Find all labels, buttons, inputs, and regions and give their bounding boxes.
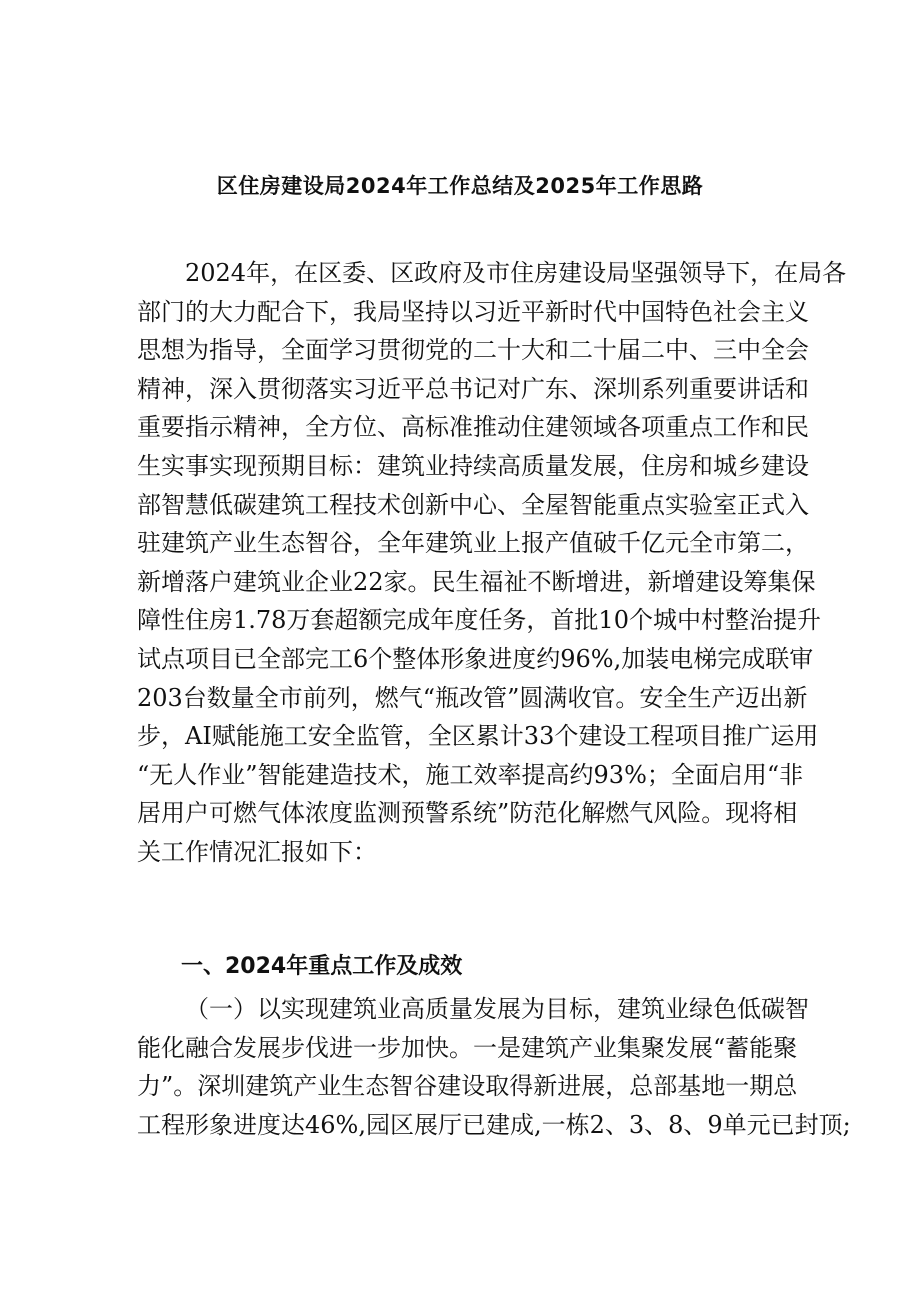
section-heading: 一、2024年重点工作及成效 [181, 954, 463, 979]
paragraph-line: 驻建筑产业生态智谷，全年建筑业上报产值破千亿元全市第二， [137, 529, 809, 558]
paragraph-line: “无人作业”智能建造技术，施工效率提高约93%；全面启用“非 [137, 760, 804, 789]
document-title: 区住房建设局2024年工作总结及2025年工作思路 [216, 174, 704, 198]
paragraph-line: 部门的大力配合下，我局坚持以习近平新时代中国特色社会主义 [137, 297, 809, 326]
paragraph-line: （一）以实现建筑业高质量发展为目标，建筑业绿色低碳智 [185, 995, 809, 1023]
paragraph-line: 新增落户建筑业企业22家。民生福祉不断增进，新增建设筹集保 [137, 567, 816, 596]
paragraph-line: 生实事实现预期目标：建筑业持续高质量发展，住房和城乡建设 [137, 451, 809, 480]
paragraph-line: 2024年，在区委、区政府及市住房建设局坚强领导下，在局各 [185, 259, 847, 287]
paragraph-line: 精神，深入贯彻落实习近平总书记对广东、深圳系列重要讲话和 [137, 374, 809, 403]
paragraph-line: 居用户可燃气体浓度监测预警系统”防范化解燃气风险。现将相 [137, 799, 798, 828]
intro-paragraph [137, 254, 847, 872]
paragraph-line: 思想为指导，全面学习贯彻党的二十大和二十届二中、三中全会 [137, 336, 809, 365]
paragraph-line: 部智慧低碳建筑工程技术创新中心、全屋智能重点实验室正式入 [137, 490, 809, 519]
paragraph-line: 步，AI赋能施工安全监管，全区累计33个建设工程项目推广运用 [137, 722, 819, 751]
paragraph-line: 力”。深圳建筑产业生态智谷建设取得新进展，总部基地一期总 [137, 1072, 798, 1101]
paragraph-line: 203台数量全市前列，燃气“瓶改管”圆满收官。安全生产迈出新 [137, 683, 808, 712]
paragraph-line: 工程形象进度达46%,园区展厅已建成,一栋2、3、8、9单元已封顶; [137, 1110, 851, 1139]
paragraph-line: 障性住房1.78万套超额完成年度任务，首批10个城中村整治提升 [137, 606, 821, 635]
paragraph-line: 重要指示精神，全方位、高标准推动住建领域各项重点工作和民 [137, 413, 809, 442]
section-paragraph [137, 990, 851, 1144]
paragraph-line: 试点项目已全部完工6个整体形象进度约96%,加装电梯完成联审 [137, 644, 814, 673]
paragraph-line: 关工作情况汇报如下： [137, 837, 377, 866]
paragraph-line: 能化融合发展步伐进一步加快。一是建筑产业集聚发展“蓄能聚 [137, 1033, 798, 1062]
